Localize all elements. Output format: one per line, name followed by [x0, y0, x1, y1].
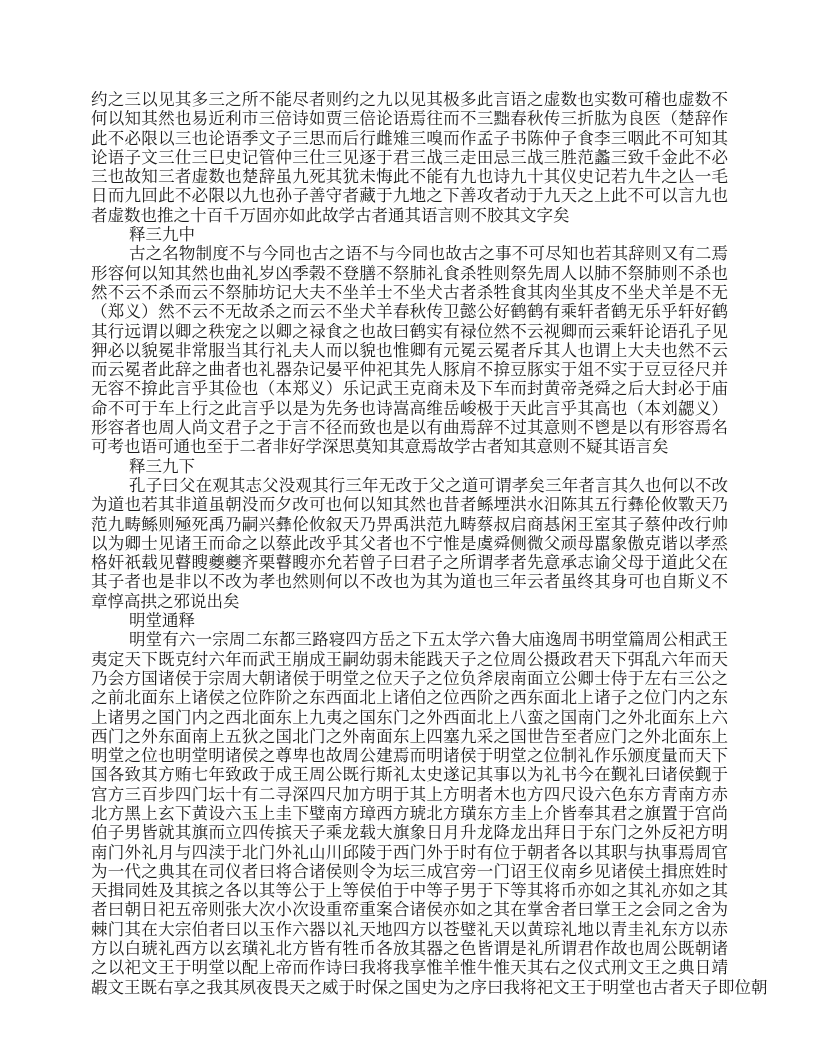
- text-line: 古之名物制度不与今同也古之语不与今同也故古之事不可尽知也若其辞则又有二焉: [129, 244, 728, 264]
- text-line: 西门之外东面南上五狄之国北门之外南面东上四塞九采之国世告至者应门之外北面东上: [91, 726, 728, 746]
- text-line: 明堂有六一宗周二东都三路寝四方岳之下五太学六鲁大庙逸周书明堂篇周公相武王: [129, 630, 728, 650]
- text-line: 此不必限以三也论语季文子三思而后行雌雉三嗅而作孟子书陈仲子食李三咽此不可知其: [91, 128, 728, 148]
- text-line: 其子者也是非以不改为孝也然则何以不改也为其为道也三年云者虽终其身可也自斯义不: [91, 572, 728, 592]
- text-line: 三也故知三者虚数也楚辞虽九死其犹未悔此不能有九也诗九十其仪史记若九牛之亾一毛: [91, 167, 728, 187]
- text-line: 格奸祇载见瞽瞍夔夔齐栗瞽瞍亦允若曾子曰君子之所谓孝者先意承志谕父母于道此父在: [91, 553, 728, 573]
- text-line: 孔子曰父在观其志父没观其行三年无改于父之道可谓孝矣三年者言其久也何以不改: [129, 475, 728, 495]
- text-line: 乃会方国诸侯于宗周大朝诸侯于明堂之位天子之位负斧扆南面立公卿士侍于左右三公之: [91, 668, 728, 688]
- text-line: 日而九回此不必限以九也孙子善守者藏于九地之下善攻者动于九天之上此不可以言九也: [91, 186, 728, 206]
- text-line: 明堂之位也明堂明诸侯之尊卑也故周公建焉而明诸侯于明堂之位制礼作乐颁度量而天下: [91, 746, 728, 766]
- text-line: 国各致其方贿七年致政于成王周公既行斯礼太史遂记其事以为礼书今在觐礼曰诸侯觐于: [91, 765, 728, 785]
- heading-text: 释三九下: [129, 456, 195, 476]
- text-line: 然不云不杀而云不祭肺坊记大夫不坐羊士不坐犬古者杀牲食其肉坐其皮不坐犬羊是不无: [91, 282, 728, 302]
- text-line: 北方黑上玄下黄设六玉上圭下璧南方璋西方琥北方璜东方圭上介皆奉其君之旗置于宫尚: [91, 803, 728, 823]
- text-line: 伯子男皆就其旗而立四传摈天子乘龙载大旗象日月升龙降龙出拜日于东门之外反祀方明: [91, 823, 728, 843]
- text-line: 形容者也周人尚文君子之于言不径而致也是以有曲焉辞不过其意则不鬯是以有形容焉名: [91, 418, 728, 438]
- document-page: [91, 90, 768, 997]
- paragraph: [91, 476, 728, 611]
- section-heading: [91, 457, 728, 476]
- text-line: 之前北面东上诸侯之位阼阶之东西面北上诸伯之位西阶之西东面北上诸子之位门内之东: [91, 688, 728, 708]
- text-line: 约之三以见其多三之所不能尽者则约之九以见其极多此言语之虚数也实数可稽也虚数不: [91, 90, 728, 109]
- heading-text: 释三九中: [129, 225, 195, 245]
- text-line: 之以祀文王于明堂以配上帝而作诗曰我将我享惟羊惟牛惟天其右之仪式刑文王之典日靖: [91, 958, 728, 978]
- text-line: 方以白琥礼西方以玄璜礼北方皆有牲币各放其器之色皆谓是礼所谓君作故也周公既朝诸: [91, 939, 728, 959]
- text-line: 夷定天下既克纣六年而武王崩成王嗣幼弱未能践天子之位周公摄政君天下弭乱六年而天: [91, 649, 728, 669]
- text-line: （郑义）然不云不无故杀之而云不坐犬羊春秋传卫懿公好鹤鹤有乘轩者鹤无乐乎轩好鹤: [91, 302, 728, 322]
- text-line: 棘门其在大宗伯者曰以玉作六器以礼天地四方以苍璧礼天以黄琮礼地以青圭礼东方以赤: [91, 919, 728, 939]
- text-line: 其行远谓以卿之秩宠之以卿之禄食之也故曰鹤实有禄位然不云视卿而云乘轩论语孔子见: [91, 321, 728, 341]
- text-line: 上诸男之国门内之西北面东上九夷之国东门之外西面北上八蛮之国南门之外北面东上六: [91, 707, 728, 727]
- text-line: 南门外礼月与四渎于北门外礼山川邱陵于西门外于时有位于朝者各以其职与执事焉周官: [91, 842, 728, 862]
- text-line: 形容何以知其然也曲礼岁凶季榖不登膳不祭肺礼食杀牲则祭先周人以肺不祭肺则不杀也: [91, 263, 728, 283]
- text-line: 狎必以貌冕非常服当其行礼夫人而以貌也惟卿有元冕云冕者斥其人也谓上大夫也然不云: [91, 340, 728, 360]
- text-line: 以为卿士见诸王而命之以蔡此改乎其父者也不宁惟是虞舜侧微父顽母嚚象傲克谐以孝烝: [91, 533, 728, 553]
- text-line: 嘏文王既右享之我其夙夜畏天之威于时保之国史为之序曰我将祀文王于明堂也古者天子即位朝: [91, 977, 768, 997]
- text-line: 何以知其然也易近利市三倍诗如贾三倍论语焉往而不三黜春秋传三折肱为良医（楚辞作: [91, 109, 728, 129]
- text-line: 天揖同姓及其摈之各以其等公于上等侯伯于中等子男于下等其将币亦如之其礼亦如之其: [91, 881, 728, 901]
- section-heading: [91, 225, 728, 244]
- text-line: 为道也若其非道虽朝没而夕改可也何以知其然也昔者鲧堙洪水汨陈其五行彝伦攸斁天乃: [91, 495, 728, 515]
- text-line: 命不可于车上行之此言乎以是为先务也诗嵩高维岳峻极于天此言乎其高也（本刘勰义）: [91, 398, 728, 418]
- paragraph: [91, 244, 728, 456]
- section-heading: [91, 611, 728, 630]
- text-line: 可考也语可通也至于二者非好学深思莫知其意焉故学古者知其意则不疑其语言矣: [91, 437, 669, 457]
- text-line: 宫方三百步四门坛十有二寻深四尺加方明于其上方明者木也方四尺设六色东方青南方赤: [91, 784, 728, 804]
- text-line: 论语子文三仕三巳史记管仲三仕三见逐于君三战三走田忌三战三胜范蠡三致千金此不必: [91, 147, 728, 167]
- text-line: 者曰朝日祀五帝则张大次小次设重帟重案合诸侯亦如之其在掌舍者曰掌王之会同之舍为: [91, 900, 728, 920]
- text-line: 者虚数也推之十百千万固亦如此故学古者通其语言则不胶其文字矣: [91, 205, 570, 225]
- paragraph: [91, 630, 768, 997]
- text-line: 为一代之典其在司仪者曰将合诸侯则令为坛三成宫旁一门诏王仪南乡见诸侯土揖庶姓时: [91, 861, 728, 881]
- paragraph: [91, 90, 728, 225]
- text-line: 而云冕者此辞之曲者也礼器杂记晏平仲祀其先人豚肩不揜豆豚实于俎不实于豆豆径尺并: [91, 360, 728, 380]
- text-line: 无容不揜此言乎其俭也（本郑义）乐记武王克商未及下车而封黄帝尧舜之后大封必于庙: [91, 379, 728, 399]
- text-line: 范九畴鲧则殛死禹乃嗣兴彝伦攸叙天乃畀禹洪范九畴蔡叔启商惎闲王室其子蔡仲改行帅: [91, 514, 728, 534]
- text-line: 章惇高拱之邪说出矣: [91, 591, 240, 611]
- heading-text: 明堂通释: [129, 611, 195, 631]
